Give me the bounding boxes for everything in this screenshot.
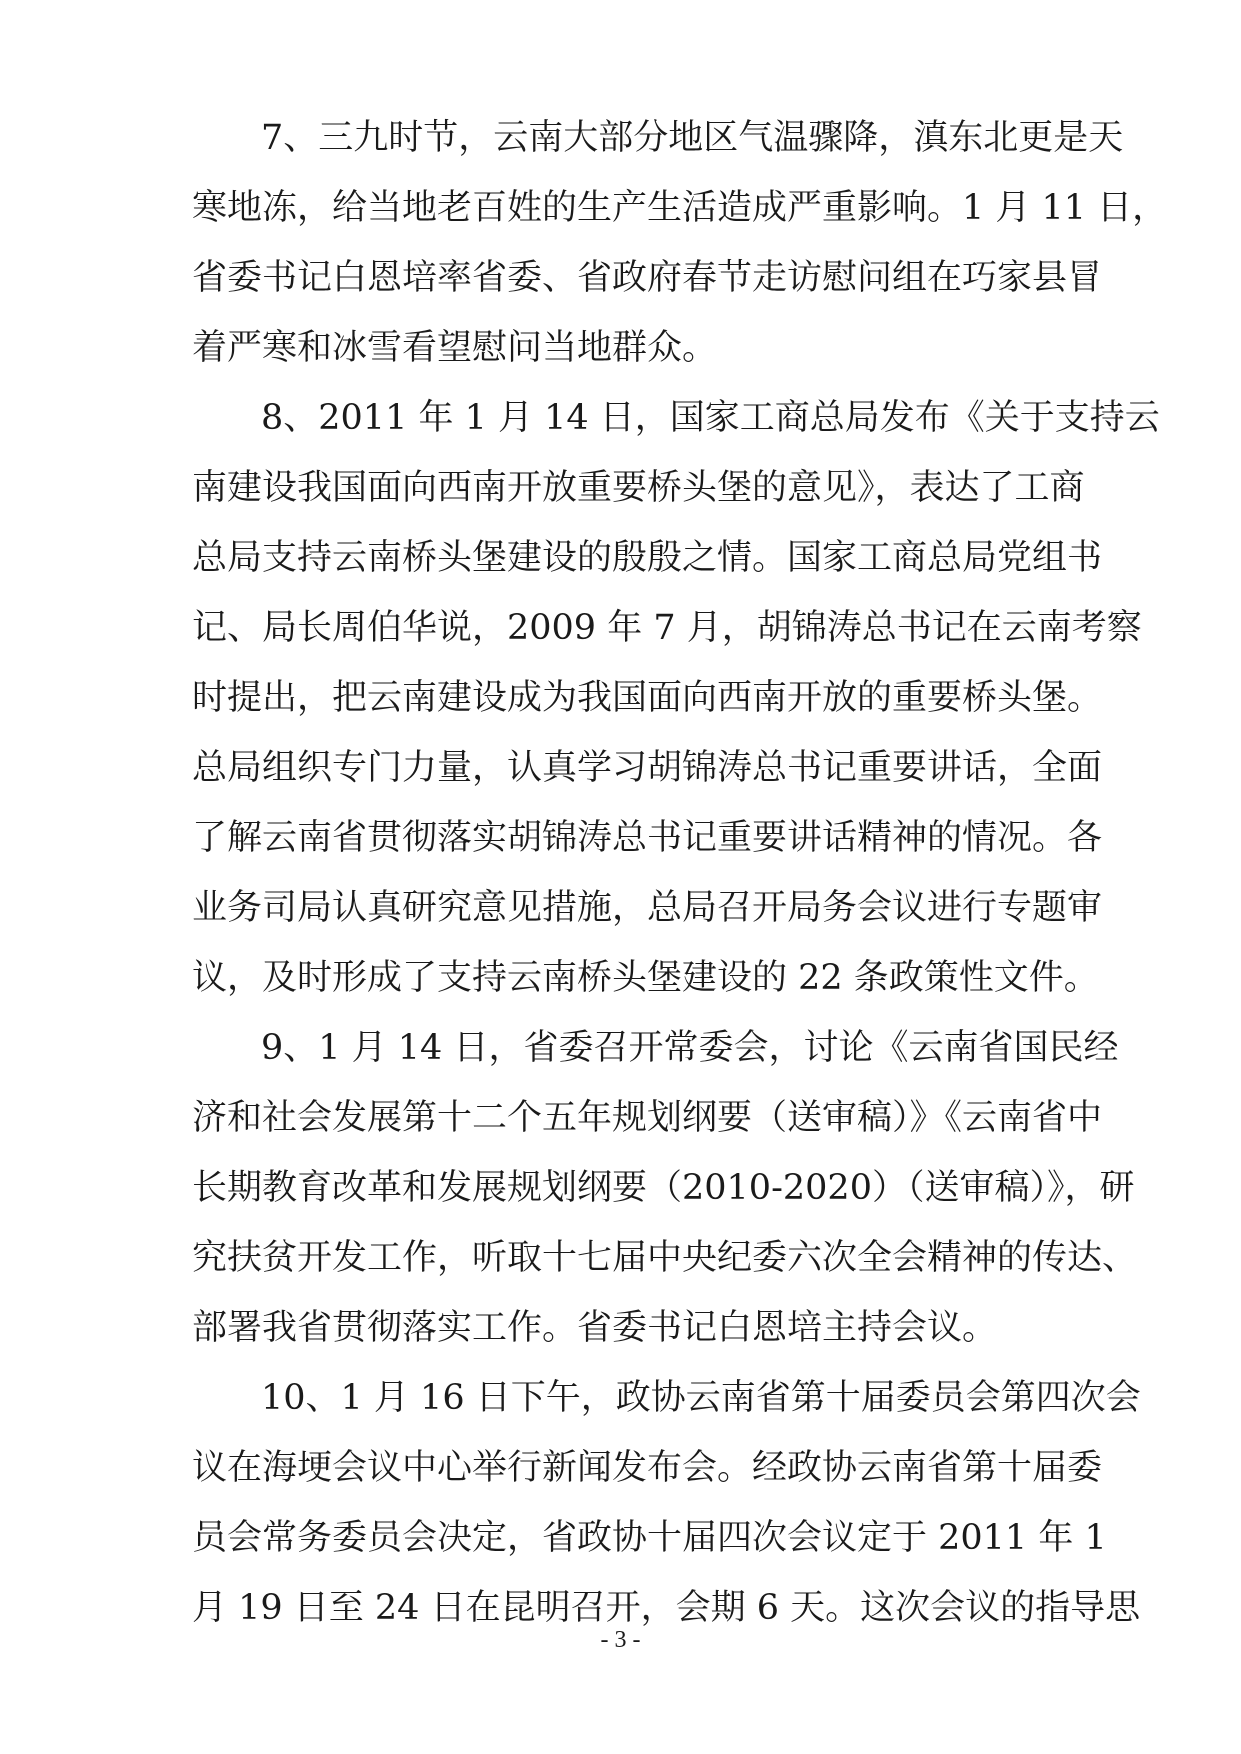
paragraph-line: 部署我省贯彻落实工作。省委书记白恩培主持会议。 <box>192 1308 998 1348</box>
paragraph-line: 济和社会发展第十二个五年规划纲要（送审稿）》《云南省中 <box>192 1098 1103 1138</box>
paragraph-line: 省委书记白恩培率省委、省政府春节走访慰问组在巧家县冒 <box>192 258 1103 298</box>
paragraph-line: 员会常务委员会决定，省政协十届四次会议定于 2011 年 1 <box>192 1518 1107 1558</box>
paragraph-line: 总局组织专门力量，认真学习胡锦涛总书记重要讲话，全面 <box>192 748 1103 788</box>
paragraph-line: 究扶贫开发工作，听取十七届中央纪委六次全会精神的传达、 <box>192 1238 1138 1278</box>
paragraph-line: 议，及时形成了支持云南桥头堡建设的 22 条政策性文件。 <box>192 958 1099 998</box>
paragraph-line: 记、局长周伯华说，2009 年 7 月，胡锦涛总书记在云南考察 <box>192 608 1142 648</box>
paragraph-line: 7、三九时节，云南大部分地区气温骤降，滇东北更是天 <box>261 118 1124 158</box>
paragraph-line: 月 19 日至 24 日在昆明召开，会期 6 天。这次会议的指导思 <box>192 1588 1141 1628</box>
paragraph-line: 了解云南省贯彻落实胡锦涛总书记重要讲话精神的情况。各 <box>192 818 1103 858</box>
paragraph-line: 寒地冻，给当地老百姓的生产生活造成严重影响。1 月 11 日， <box>192 188 1168 228</box>
paragraph-line: 总局支持云南桥头堡建设的殷殷之情。国家工商总局党组书 <box>192 538 1103 578</box>
paragraph-line: 长期教育改革和发展规划纲要（2010-2020）（送审稿）》，研 <box>192 1168 1135 1208</box>
page-number: - 3 - <box>600 1627 641 1653</box>
paragraph-line: 着严寒和冰雪看望慰问当地群众。 <box>192 328 718 368</box>
paragraph-line: 议在海埂会议中心举行新闻发布会。经政协云南省第十届委 <box>192 1448 1103 1488</box>
paragraph-line: 8、2011 年 1 月 14 日，国家工商总局发布《关于支持云 <box>261 398 1160 438</box>
paragraph-line: 10、1 月 16 日下午，政协云南省第十届委员会第四次会 <box>261 1378 1141 1418</box>
paragraph-line: 9、1 月 14 日，省委召开常委会，讨论《云南省国民经 <box>261 1028 1119 1068</box>
paragraph-line: 时提出，把云南建设成为我国面向西南开放的重要桥头堡。 <box>192 678 1103 718</box>
paragraph-line: 业务司局认真研究意见措施，总局召开局务会议进行专题审 <box>192 888 1103 928</box>
paragraph-line: 南建设我国面向西南开放重要桥头堡的意见》，表达了工商 <box>192 468 1085 508</box>
